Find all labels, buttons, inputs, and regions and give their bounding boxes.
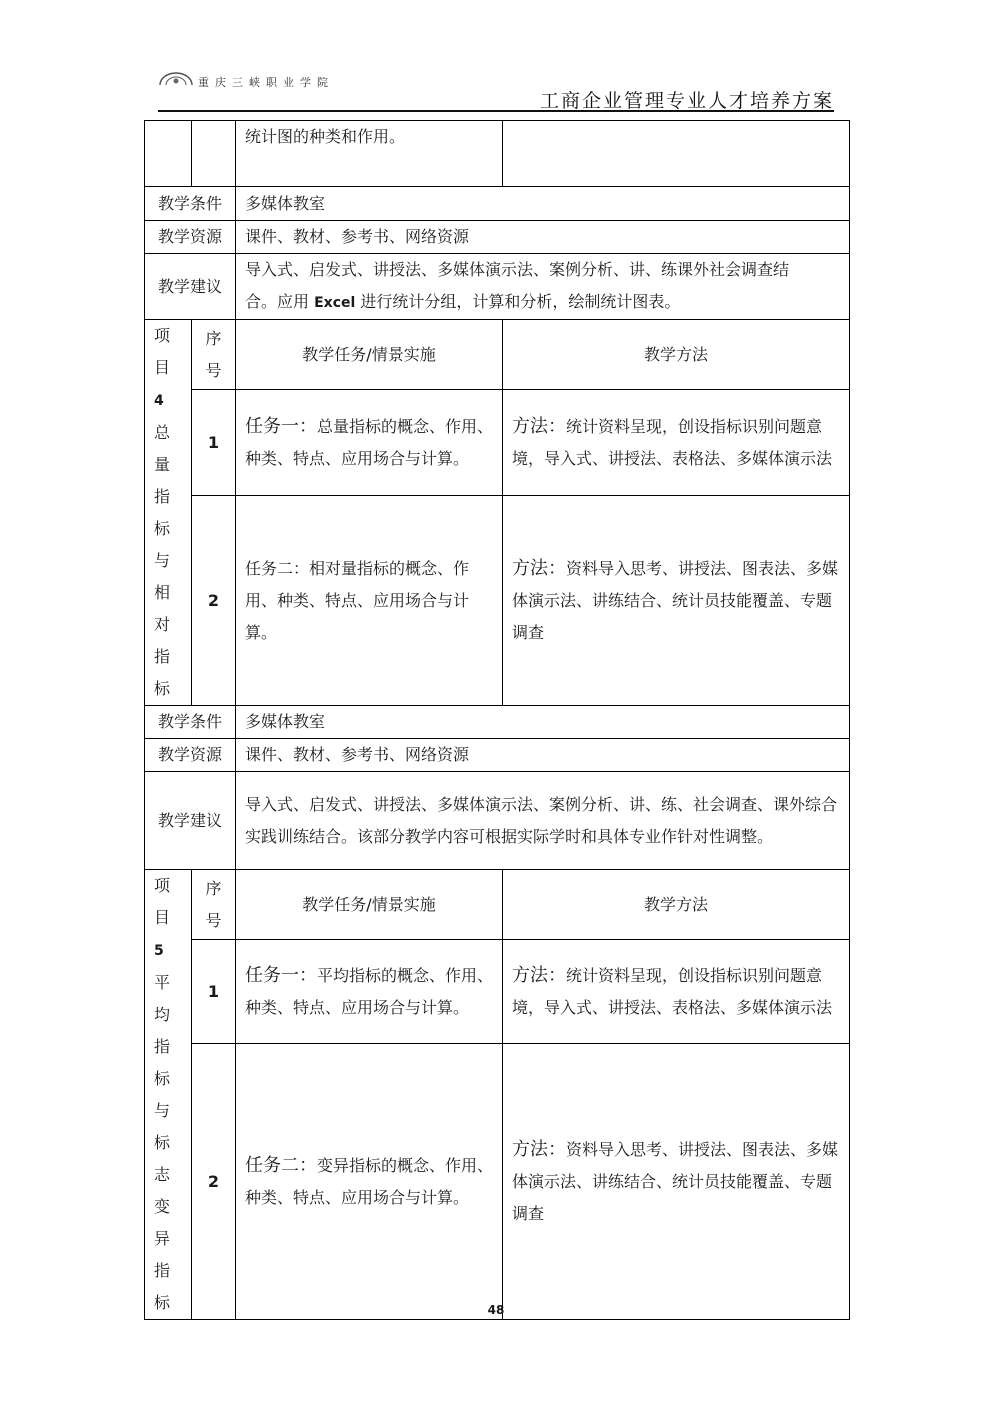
row-label: 教学建议	[145, 772, 236, 870]
seq-number: 1	[192, 390, 236, 496]
task-cell: 统计图的种类和作用。	[236, 121, 503, 187]
table-row	[145, 121, 850, 187]
project-label-char: 目	[154, 908, 171, 927]
task-column-header: 教学任务/情景实施	[236, 870, 503, 940]
table-row	[145, 940, 850, 1044]
suggestion-line: 合。应用	[245, 292, 315, 311]
project-label-char: 目	[154, 358, 171, 377]
document-title: 工商企业管理专业人才培养方案	[539, 90, 834, 112]
task-cell: 任务一：总量指标的概念、作用、种类、特点、应用场合与计算。	[236, 390, 503, 496]
row-label: 教学条件	[145, 187, 236, 221]
project-name-char: 标	[154, 679, 171, 698]
row-label: 教学条件	[145, 706, 236, 739]
project-label-char: 项	[154, 326, 171, 345]
project-name-char: 异	[154, 1229, 171, 1248]
project-name-char: 指	[154, 1037, 171, 1056]
resources-value: 课件、教材、参考书、网络资源	[236, 221, 850, 254]
page-number: 48	[487, 1303, 505, 1317]
project-name-char: 标	[154, 1069, 171, 1088]
table-row	[145, 187, 850, 221]
method-column-header: 教学方法	[503, 870, 850, 940]
task-column-header: 教学任务/情景实施	[236, 320, 503, 390]
row-label: 教学资源	[145, 739, 236, 772]
table-row	[145, 1044, 850, 1320]
project-name-char: 变	[154, 1197, 171, 1216]
method-cell: 方法：资料导入思考、讲授法、图表法、多媒体演示法、讲练结合、统计员技能覆盖、专题调查	[503, 1044, 850, 1320]
table-row	[145, 739, 850, 772]
table-row	[145, 221, 850, 254]
resources-value: 课件、教材、参考书、网络资源	[236, 739, 850, 772]
table-row	[145, 390, 850, 496]
project-name-char: 标	[154, 1133, 171, 1152]
project-name-char: 标	[154, 1293, 171, 1312]
table-row	[145, 706, 850, 739]
seq-header: 序 号	[192, 320, 236, 390]
project-name-char: 指	[154, 1261, 171, 1280]
seq-number: 2	[192, 1044, 236, 1320]
header-rule	[158, 110, 834, 112]
project-number: 4	[154, 393, 164, 409]
row-label: 教学建议	[145, 254, 236, 320]
method-column-header: 教学方法	[503, 320, 850, 390]
method-cell: 方法：资料导入思考、讲授法、图表法、多媒体演示法、讲练结合、统计员技能覆盖、专题调查	[503, 496, 850, 706]
row-label: 教学资源	[145, 221, 236, 254]
project-4-label	[145, 320, 192, 706]
table-row	[145, 870, 850, 940]
project-name-char: 与	[154, 551, 171, 570]
project-name-char: 指	[154, 487, 171, 506]
project-name-char: 与	[154, 1101, 171, 1120]
seq-number: 1	[192, 940, 236, 1044]
table-row	[145, 772, 850, 870]
project-name-char: 均	[154, 1005, 171, 1024]
project-name-char: 量	[154, 455, 171, 474]
project-name-char: 平	[154, 973, 171, 992]
task-cell: 任务二：相对量指标的概念、作用、种类、特点、应用场合与计算。	[236, 496, 503, 706]
project-name-char: 标	[154, 519, 171, 538]
conditions-value: 多媒体教室	[236, 706, 850, 739]
table-row	[145, 320, 850, 390]
table-row	[145, 254, 850, 320]
suggestion-value	[236, 254, 850, 320]
course-plan-table	[144, 120, 850, 1320]
excel-term: Excel	[314, 295, 356, 311]
project-name-char: 对	[154, 615, 171, 634]
task-cell: 任务二：变异指标的概念、作用、种类、特点、应用场合与计算。	[236, 1044, 503, 1320]
seq-header: 序 号	[192, 870, 236, 940]
school-name: 重庆三峡职业学院	[198, 76, 334, 89]
conditions-value: 多媒体教室	[236, 187, 850, 221]
page-header	[158, 70, 834, 112]
project-name-char: 指	[154, 647, 171, 666]
project-name-char: 相	[154, 583, 171, 602]
project-name-char: 总	[154, 423, 171, 442]
method-cell: 方法：统计资料呈现，创设指标识别问题意境，导入式、讲授法、表格法、多媒体演示法	[503, 940, 850, 1044]
school-logo-icon	[158, 72, 194, 86]
suggestion-value: 导入式、启发式、讲授法、多媒体演示法、案例分析、讲、练、社会调查、课外综合实践训练结合。该部分教学内容可根据实际学时和具体专业作针对性调整。	[236, 772, 850, 870]
task-cell: 任务一：平均指标的概念、作用、种类、特点、应用场合与计算。	[236, 940, 503, 1044]
table-row	[145, 496, 850, 706]
project-number: 5	[154, 943, 164, 959]
suggestion-line: 进行统计分组，计算和分析，绘制统计图表。	[355, 292, 681, 311]
project-label-char: 项	[154, 876, 171, 895]
method-cell: 方法：统计资料呈现，创设指标识别问题意境，导入式、讲授法、表格法、多媒体演示法	[503, 390, 850, 496]
suggestion-line: 导入式、启发式、讲授法、多媒体演示法、案例分析、讲、练课外社会调查结	[245, 260, 790, 279]
project-name-char: 志	[154, 1165, 171, 1184]
seq-number: 2	[192, 496, 236, 706]
project-5-label	[145, 870, 192, 1320]
